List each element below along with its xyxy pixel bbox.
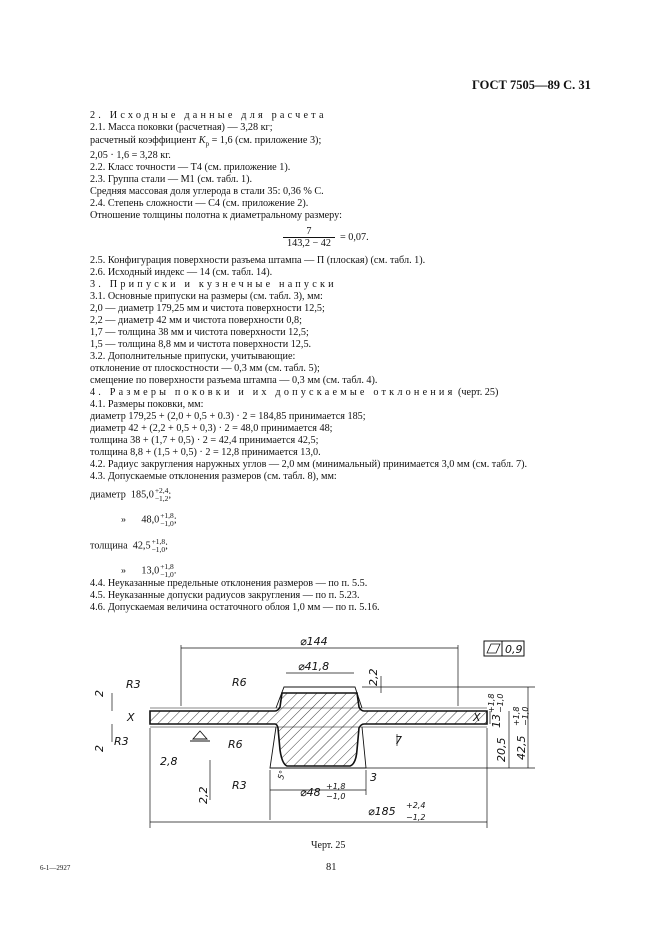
dim-7: 7: [395, 734, 402, 747]
tolerance-base: 185,0: [130, 489, 154, 501]
dim-42-5: 42,5: [515, 735, 528, 760]
text-line: 4.4. Неуказанные предельные отклонения размеров — по п. 5.5.: [90, 578, 368, 589]
radius-r3-left: R3: [114, 735, 129, 748]
text-line: 1,7 — толщина 38 мм и чистота поверхности 12,5;: [90, 327, 309, 338]
text-line: 4.3. Допускаемые отклонения размеров (см. табл. 8), мм:: [90, 471, 337, 482]
text-line: 1,5 — толщина 8,8 мм и чистота поверхности 12,5.: [90, 339, 312, 350]
tolerance-label: толщина: [90, 540, 128, 552]
text-line: 2.1. Масса поковки (расчетная) — 3,28 кг;: [90, 122, 273, 133]
tolerance-lower: −1,2: [154, 494, 169, 503]
draft-angle: 5°: [276, 769, 288, 781]
dim-2-bottom: 2: [93, 745, 106, 752]
tolerance-label: »: [121, 514, 127, 526]
page-header: ГОСТ 7505—89 С. 31: [472, 78, 591, 92]
text-line: диаметр 42 + (2,2 + 0,5 + 0,3) · 2 = 48,0 принимается 48;: [90, 423, 333, 434]
tolerance-label: »: [121, 565, 127, 577]
dim-d48: ⌀48: [300, 786, 321, 799]
dim-42-5-upper: +1,8: [512, 706, 521, 726]
tolerance-upper: +1,8: [151, 537, 166, 546]
dim-2-2-top: 2,2: [367, 668, 380, 686]
tolerance-label: диаметр: [90, 489, 126, 501]
tolerance-lower: −1,0: [151, 545, 166, 554]
dim-d48-upper: +1,8: [326, 782, 346, 791]
text-line: 2,0 — диаметр 179,25 мм и чистота поверхности 12,5;: [90, 303, 325, 314]
text-line: 4.5. Неуказанные допуски радиусов закругления — по п. 5.23.: [90, 590, 360, 601]
dim-42-5-lower: −1,0: [521, 706, 530, 726]
radius-r3-bottom: R3: [232, 779, 247, 792]
tolerance-base: 13,0: [141, 565, 160, 577]
text-line: Отношение толщины полотна к диаметральному размеру:: [90, 210, 342, 221]
kp-symbol: K: [198, 135, 206, 146]
tolerance-upper: +1,8: [160, 562, 174, 571]
dim-2-top: 2: [93, 690, 106, 697]
text-line: отклонение от плоскостности — 0,3 мм (см. табл. 5);: [90, 363, 320, 374]
text-line: 2.6. Исходный индекс — 14 (см. табл. 14).: [90, 267, 273, 278]
radius-r6-top: R6: [232, 676, 247, 689]
radius-r3-top: R3: [126, 678, 141, 691]
dim-d185: ⌀185: [368, 805, 396, 818]
dim-d41-8: ⌀41,8: [298, 660, 330, 673]
text-line: 2,05 · 1,6 = 3,28 кг.: [90, 150, 171, 161]
fraction-denominator: 143,2 − 42: [287, 238, 331, 249]
text-line: смещение по поверхности разъема штампа — 0,3 мм (см. табл. 4).: [90, 375, 378, 386]
text-line: 4.1. Размеры поковки, мм:: [90, 399, 204, 410]
dim-13-lower: −1,0: [496, 693, 505, 713]
text-line: толщина 38 + (1,7 + 0,5) · 2 = 42,4 принимается 42,5;: [90, 435, 319, 446]
dim-d144: ⌀144: [300, 635, 328, 648]
tolerance-end: ;: [173, 514, 177, 526]
heading-ref: (черт. 25): [455, 387, 499, 398]
text-line: 4.6. Допускаемая величина остаточного облоя 1,0 мм — по п. 5.16.: [90, 602, 380, 613]
text-line: 2.4. Степень сложности — С4 (см. приложение 2).: [90, 198, 309, 209]
dim-2-8: 2,8: [160, 755, 178, 768]
tolerance-base: 42,5: [132, 540, 151, 552]
figure-caption: Черт. 25: [311, 840, 346, 851]
text-line: 2.5. Конфигурация поверхности разъема штампа — П (плоская) (см. табл. 1).: [90, 255, 426, 266]
section-2-heading: 2. Исходные данные для расчета: [90, 110, 327, 121]
fraction-numerator: 7: [283, 226, 335, 238]
fraction-result: = 0,07.: [340, 232, 369, 243]
dim-d185-lower: −1,2: [406, 813, 426, 822]
tolerance-end: ;: [168, 489, 172, 501]
dim-3: 3: [370, 771, 377, 784]
text-line: 2,2 — диаметр 42 мм и чистота поверхности 0,8;: [90, 315, 302, 326]
tolerance-lower: −1,0: [160, 570, 174, 579]
page-number: 81: [326, 862, 337, 873]
text-line: диаметр 179,25 + (2,0 + 0,5 + 0.3) · 2 = 184,85 принимается 185;: [90, 411, 366, 422]
tolerance-lower: −1,0: [160, 519, 174, 528]
dim-13-upper: +1,8: [487, 693, 496, 713]
flatness-value: 0,9: [505, 643, 523, 656]
text-line: 3.1. Основные припуски на размеры (см. табл. 3), мм:: [90, 291, 323, 302]
text-line: 2.2. Класс точности — Т4 (см. приложение 1).: [90, 162, 291, 173]
forging-section: [150, 687, 487, 768]
tolerance-end: ;: [165, 540, 169, 552]
tolerance-upper: +2,4: [154, 486, 169, 495]
heading-text: 4. Размеры поковки и их допускаемые отклонения: [90, 387, 456, 398]
tolerance-end: .: [173, 565, 177, 577]
dim-20-5: 20,5: [495, 737, 508, 762]
dim-2-2-bottom: 2,2: [197, 786, 210, 804]
dim-d185-upper: +2,4: [406, 801, 426, 810]
kp-subscript: р: [205, 140, 210, 149]
text-line: Средняя массовая доля углерода в стали 35: 0,36 % С.: [90, 186, 324, 197]
support-marks: [190, 731, 210, 741]
section-3-heading: 3. Припуски и кузнечные напуски: [90, 279, 337, 290]
dim-13: 13: [490, 714, 503, 728]
tolerance-base: 48,0: [141, 514, 160, 526]
text-fragment: расчетный коэффициент: [90, 135, 197, 146]
text-line: 2.3. Группа стали — М1 (см. табл. 1).: [90, 174, 253, 185]
tolerance-upper: +1,8: [160, 511, 174, 520]
text-line: 3.2. Дополнительные припуски, учитывающие:: [90, 351, 296, 362]
axis-x-right: X: [473, 711, 481, 724]
text-line: толщина 8,8 + (1,5 + 0,5) · 2 = 12,8 принимается 13,0.: [90, 447, 321, 458]
axis-x: X: [127, 711, 135, 724]
radius-r6-bottom: R6: [228, 738, 243, 751]
text-line: 4.2. Радиус закругления наружных углов — 2,0 мм (минимальный) принимается 3,0 мм (см. табл. 7).: [90, 459, 528, 470]
print-code: 6-1—2927: [40, 864, 71, 872]
text-fragment: = 1,6 (см. приложение 3);: [209, 135, 322, 146]
dim-d48-lower: −1,0: [326, 792, 346, 801]
